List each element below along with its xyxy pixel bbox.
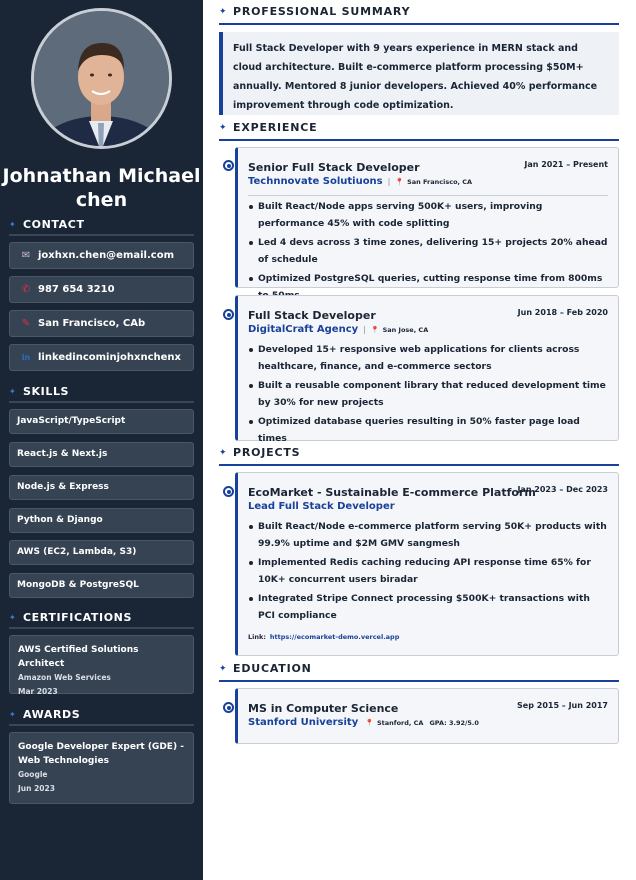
award-date: Jun 2023 bbox=[18, 784, 55, 793]
main-content bbox=[203, 0, 636, 880]
bullet-item: Optimized PostgreSQL queries, cutting response time from 800ms bbox=[248, 271, 608, 304]
school-name: Stanford University bbox=[248, 717, 359, 728]
bullet-item: Led 4 devs across 3 time zones, delivering 15+ projects 20% ahead of schedule bbox=[248, 235, 608, 268]
summary-heading: ✦ PROFESSIONAL SUMMARY bbox=[219, 5, 619, 25]
timeline-dot bbox=[223, 160, 234, 171]
award-title: Google Developer Expert (GDE) - Web Technologies bbox=[18, 742, 184, 766]
project-url[interactable]: https://ecomarket-demo.vercel.app bbox=[269, 633, 400, 641]
job-title: Senior Full Stack Developer bbox=[248, 161, 420, 174]
job-date: Jun 2018 – Feb 2020 bbox=[517, 308, 608, 317]
certification-title: AWS Certified Solutions Architect bbox=[18, 645, 139, 669]
divider bbox=[248, 195, 608, 196]
skills-heading: ✦ SKILLS bbox=[9, 385, 194, 403]
company-name: DigitalCraft Agency bbox=[248, 324, 359, 335]
experience-card: Full Stack Developer Jun 2018 – Feb 2020 DigitalCraft Agency | 📍 San Jose, CA Developed 15+ responsive web applications for clients across healthcare, finance, and e-commerce sectors Built a reusable component library that reduced development time by 30% for new projects Optimized database queries resulting in 50% faster page load times bbox=[235, 295, 619, 441]
project-bullets bbox=[248, 519, 608, 624]
degree: MS in Computer Science bbox=[248, 702, 399, 715]
education-date: Sep 2015 – Jun 2017 bbox=[517, 701, 608, 710]
bullet-item: Integrated Stripe Connect processing $500K+ transactions with PCI compliance bbox=[248, 591, 608, 624]
bullet-item: Implemented Redis caching reducing API response time 65% for 10K+ concurrent users biradar bbox=[248, 555, 608, 588]
star-icon: ✦ bbox=[219, 448, 227, 458]
project-date: Jan 2023 – Dec 2023 bbox=[517, 485, 608, 494]
timeline-dot bbox=[223, 486, 234, 497]
name-line-2: chen bbox=[75, 189, 128, 211]
certifications-heading: ✦ CERTIFICATIONS bbox=[9, 611, 194, 629]
job-title: Full Stack Developer bbox=[248, 309, 376, 322]
contact-location: ✎ San Francisco, CAb bbox=[9, 310, 194, 337]
job-bullets bbox=[248, 199, 608, 304]
summary-text: Full Stack Developer with 9 years experience in MERN stack and cloud architecture. Built e-commerce platform processing $50M+ annually. Mentored 8 junior developers. Achieved 40% performance improvement through code optimization. bbox=[219, 32, 619, 115]
pin-icon: 📍 bbox=[395, 178, 405, 186]
certification-date: Mar 2023 bbox=[18, 687, 58, 696]
linkedin-icon: in bbox=[21, 353, 31, 362]
timeline-dot bbox=[223, 702, 234, 713]
project-card bbox=[235, 472, 619, 656]
project-role: Lead Full Stack Developer bbox=[248, 501, 395, 512]
projects-heading: ✦ PROJECTS bbox=[219, 446, 619, 466]
skill-item: React.js & Next.js bbox=[9, 442, 194, 467]
bullet-item: Built React/Node apps serving 500K+ users, improving performance 45% with code splitting bbox=[248, 199, 608, 232]
job-location: San Jose, CA bbox=[382, 326, 429, 334]
project-link: Link: https://ecomarket-demo.vercel.app bbox=[248, 633, 400, 641]
skill-item: Node.js & Express bbox=[9, 475, 194, 500]
experience-card: Senior Full Stack Developer Jan 2021 – Present Technnovate Solutiuons | 📍 San Francisco, CA Built React/Node apps serving 500K+ users, improving performance 45% with code splitting Led 4 devs across 3 time zones, delivering 15+ projects 20% ahead of schedule Optimized PostgreSQL queries, cutting response time from 800ms bbox=[235, 147, 619, 288]
skill-item: MongoDB & PostgreSQL bbox=[9, 573, 194, 598]
award-issuer: Google bbox=[18, 770, 48, 779]
education-heading: ✦ EDUCATION bbox=[219, 662, 619, 682]
profile-photo bbox=[31, 8, 172, 149]
star-icon: ✦ bbox=[9, 710, 16, 719]
star-icon: ✦ bbox=[9, 387, 16, 396]
project-name: EcoMarket - Sustainable E-commerce Platform bbox=[248, 486, 536, 499]
bullet-item: Optimized database queries resulting in 50% faster page load times bbox=[248, 414, 608, 447]
bullet-item: Built a reusable component library that reduced development time by 30% for new projects bbox=[248, 378, 608, 411]
company-name: Technnovate Solutiuons bbox=[248, 176, 383, 187]
envelope-icon: ✉ bbox=[21, 250, 31, 261]
job-date: Jan 2021 – Present bbox=[524, 160, 608, 169]
job-location: San Francisco, CA bbox=[407, 178, 473, 186]
bullet-item: Built React/Node e-commerce platform serving 50K+ products with 99.9% uptime and $2M GMV sangmesh bbox=[248, 519, 608, 552]
profile-name bbox=[0, 164, 203, 212]
contact-email[interactable]: ✉ joxhxn.chen@email.com bbox=[9, 242, 194, 269]
gpa: GPA: 3.92/5.0 bbox=[429, 719, 479, 727]
contact-phone[interactable]: ✆ 987 654 3210 bbox=[9, 276, 194, 303]
job-bullets bbox=[248, 342, 608, 447]
skill-item: JavaScript/TypeScript bbox=[9, 409, 194, 434]
star-icon: ✦ bbox=[219, 664, 227, 674]
sidebar bbox=[0, 0, 203, 880]
experience-heading: ✦ EXPERIENCE bbox=[219, 121, 619, 141]
skill-item: Python & Django bbox=[9, 508, 194, 533]
bullet-item: Developed 15+ responsive web applications for clients across healthcare, finance, and e-commerce sectors bbox=[248, 342, 608, 375]
star-icon: ✦ bbox=[219, 123, 227, 133]
star-icon: ✦ bbox=[219, 7, 227, 17]
name-line-1: Johnathan Michael bbox=[2, 165, 201, 187]
awards-heading: ✦ AWARDS bbox=[9, 708, 194, 726]
pin-icon: ✎ bbox=[21, 318, 31, 329]
pin-icon: 📍 bbox=[365, 719, 374, 727]
skill-item: AWS (EC2, Lambda, S3) bbox=[9, 540, 194, 565]
certification-card bbox=[9, 635, 194, 694]
contact-heading: ✦ CONTACT bbox=[9, 218, 194, 236]
contact-linkedin[interactable]: in linkedincominjohxnchenx bbox=[9, 344, 194, 371]
phone-icon: ✆ bbox=[21, 284, 31, 295]
star-icon: ✦ bbox=[9, 613, 16, 622]
certification-issuer: Amazon Web Services bbox=[18, 673, 111, 682]
timeline-dot bbox=[223, 309, 234, 320]
education-card bbox=[235, 688, 619, 744]
award-card bbox=[9, 732, 194, 804]
school-location: Stanford, CA bbox=[376, 719, 424, 727]
star-icon: ✦ bbox=[9, 220, 16, 229]
pin-icon: 📍 bbox=[370, 326, 380, 334]
